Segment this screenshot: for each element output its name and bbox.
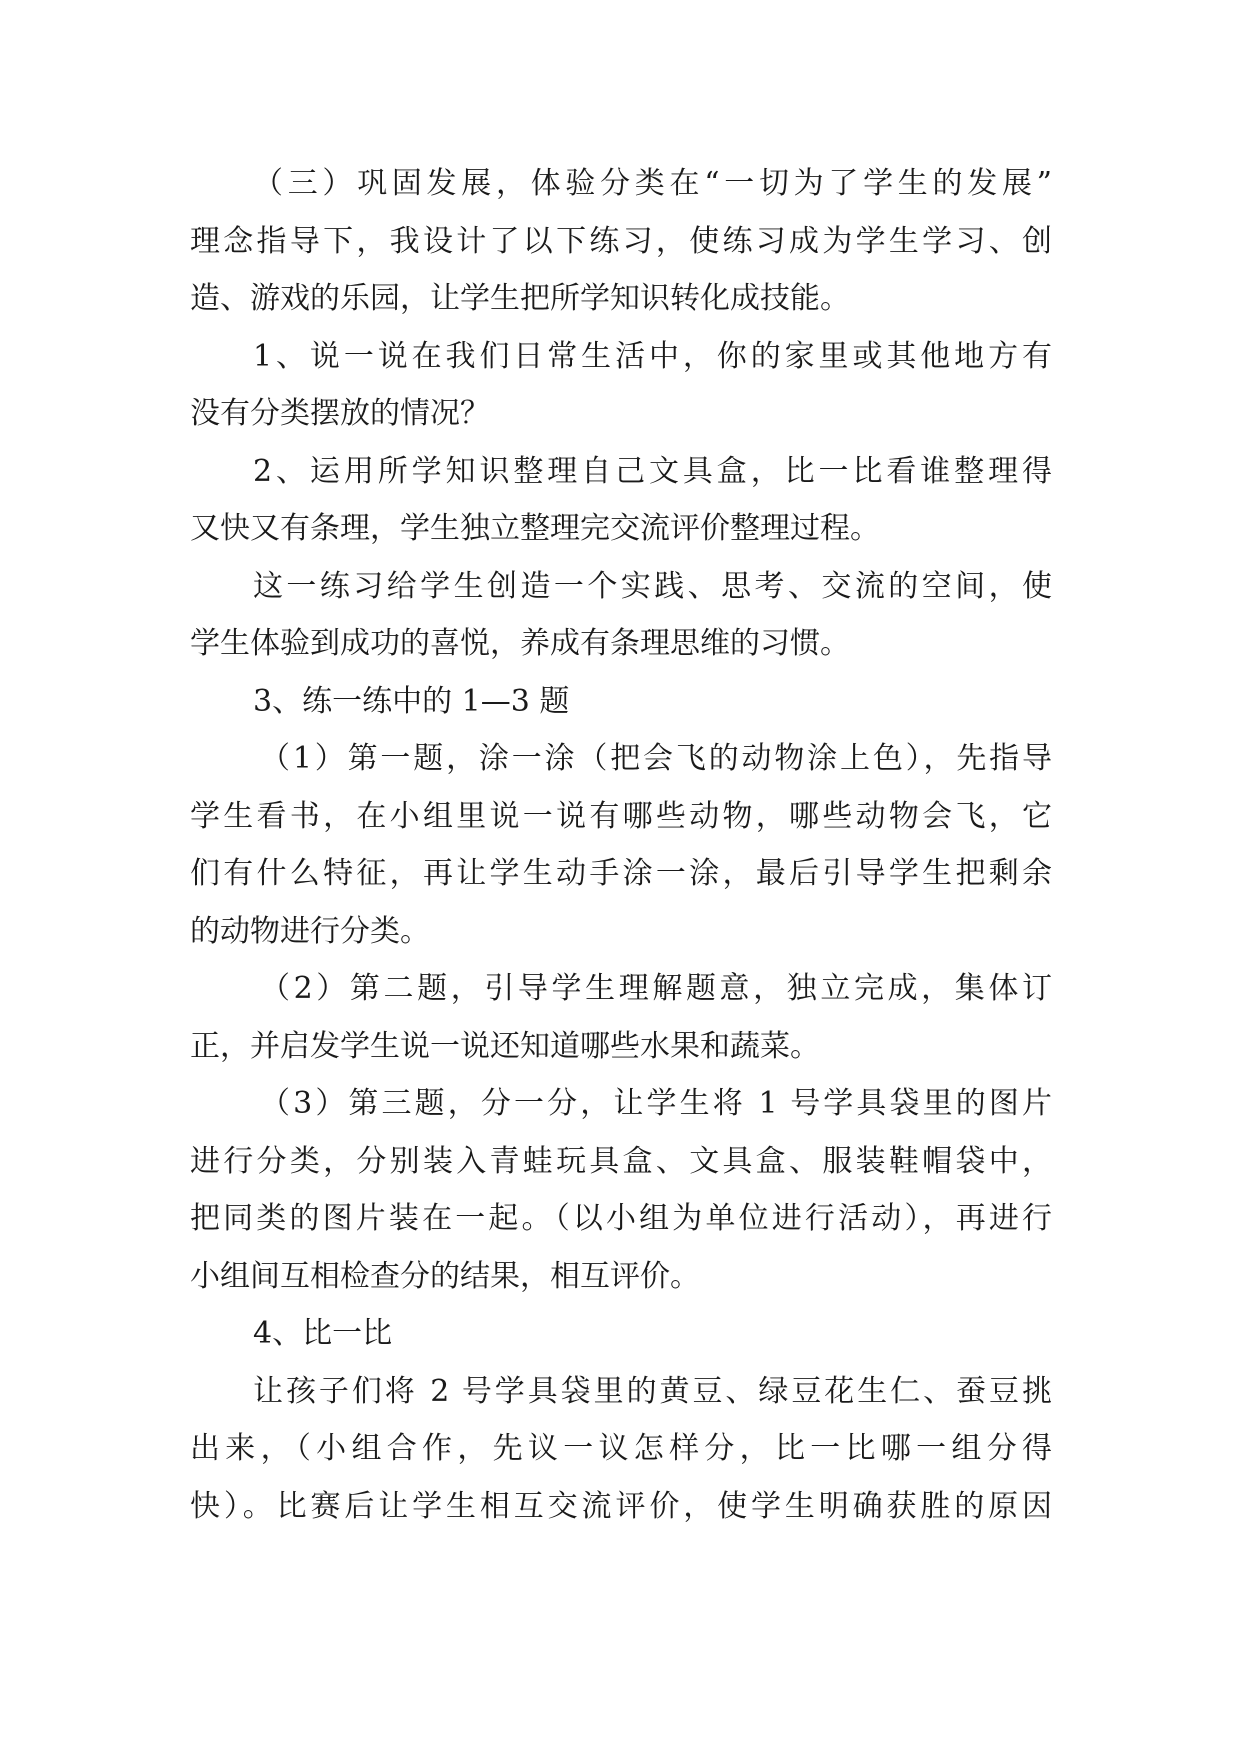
text-line: 们有什么特征，再让学生动手涂一涂，最后引导学生把剩余 bbox=[190, 856, 1052, 891]
text-line: 1、说一说在我们日常生活中，你的家里或其他地方有 bbox=[253, 338, 1052, 374]
text-line: 正，并启发学生说一说还知道哪些水果和蔬菜。 bbox=[190, 1028, 820, 1064]
text-line: 快）。比赛后让学生相互交流评价，使学生明确获胜的原因 bbox=[190, 1488, 1052, 1524]
text-line: 的动物进行分类。 bbox=[190, 913, 430, 949]
text-line: 进行分类，分别装入青蛙玩具盒、文具盒、服装鞋帽袋中， bbox=[190, 1143, 1052, 1179]
text-line: 让孩子们将 2 号学具袋里的黄豆、绿豆花生仁、蚕豆挑 bbox=[253, 1373, 1052, 1409]
text-line: 学生看书，在小组里说一说有哪些动物，哪些动物会飞，它 bbox=[190, 798, 1052, 834]
text-line: 2、运用所学知识整理自己文具盒，比一比看谁整理得 bbox=[253, 453, 1052, 489]
text-line: 学生体验到成功的喜悦，养成有条理思维的习惯。 bbox=[190, 626, 850, 661]
text-line: 这一练习给学生创造一个实践、思考、交流的空间，使 bbox=[253, 568, 1052, 604]
text-line: 3、练一练中的 1—3 题 bbox=[253, 683, 570, 719]
text-line: 理念指导下，我设计了以下练习，使练习成为学生学习、创 bbox=[190, 223, 1052, 259]
text-line: （2）第二题，引导学生理解题意，独立完成，集体订 bbox=[260, 971, 1052, 1006]
text-line: （三）巩固发展，体验分类在“一切为了学生的发展” bbox=[253, 166, 1052, 201]
document-body bbox=[190, 155, 1052, 1535]
text-line: 造、游戏的乐园，让学生把所学知识转化成技能。 bbox=[190, 281, 850, 316]
text-line: 又快又有条理，学生独立整理完交流评价整理过程。 bbox=[190, 511, 880, 546]
text-line: （3）第三题，分一分，让学生将 1 号学具袋里的图片 bbox=[260, 1086, 1052, 1121]
text-line: 没有分类摆放的情况？ bbox=[190, 396, 490, 431]
text-line: 4、比一比 bbox=[253, 1316, 393, 1351]
text-line: 把同类的图片装在一起。（以小组为单位进行活动），再进行 bbox=[190, 1201, 1052, 1236]
text-line: （1）第一题，涂一涂（把会飞的动物涂上色），先指导 bbox=[260, 741, 1052, 776]
text-line: 小组间互相检查分的结果，相互评价。 bbox=[190, 1258, 700, 1294]
text-line: 出来，（小组合作，先议一议怎样分，比一比哪一组分得 bbox=[190, 1431, 1052, 1466]
